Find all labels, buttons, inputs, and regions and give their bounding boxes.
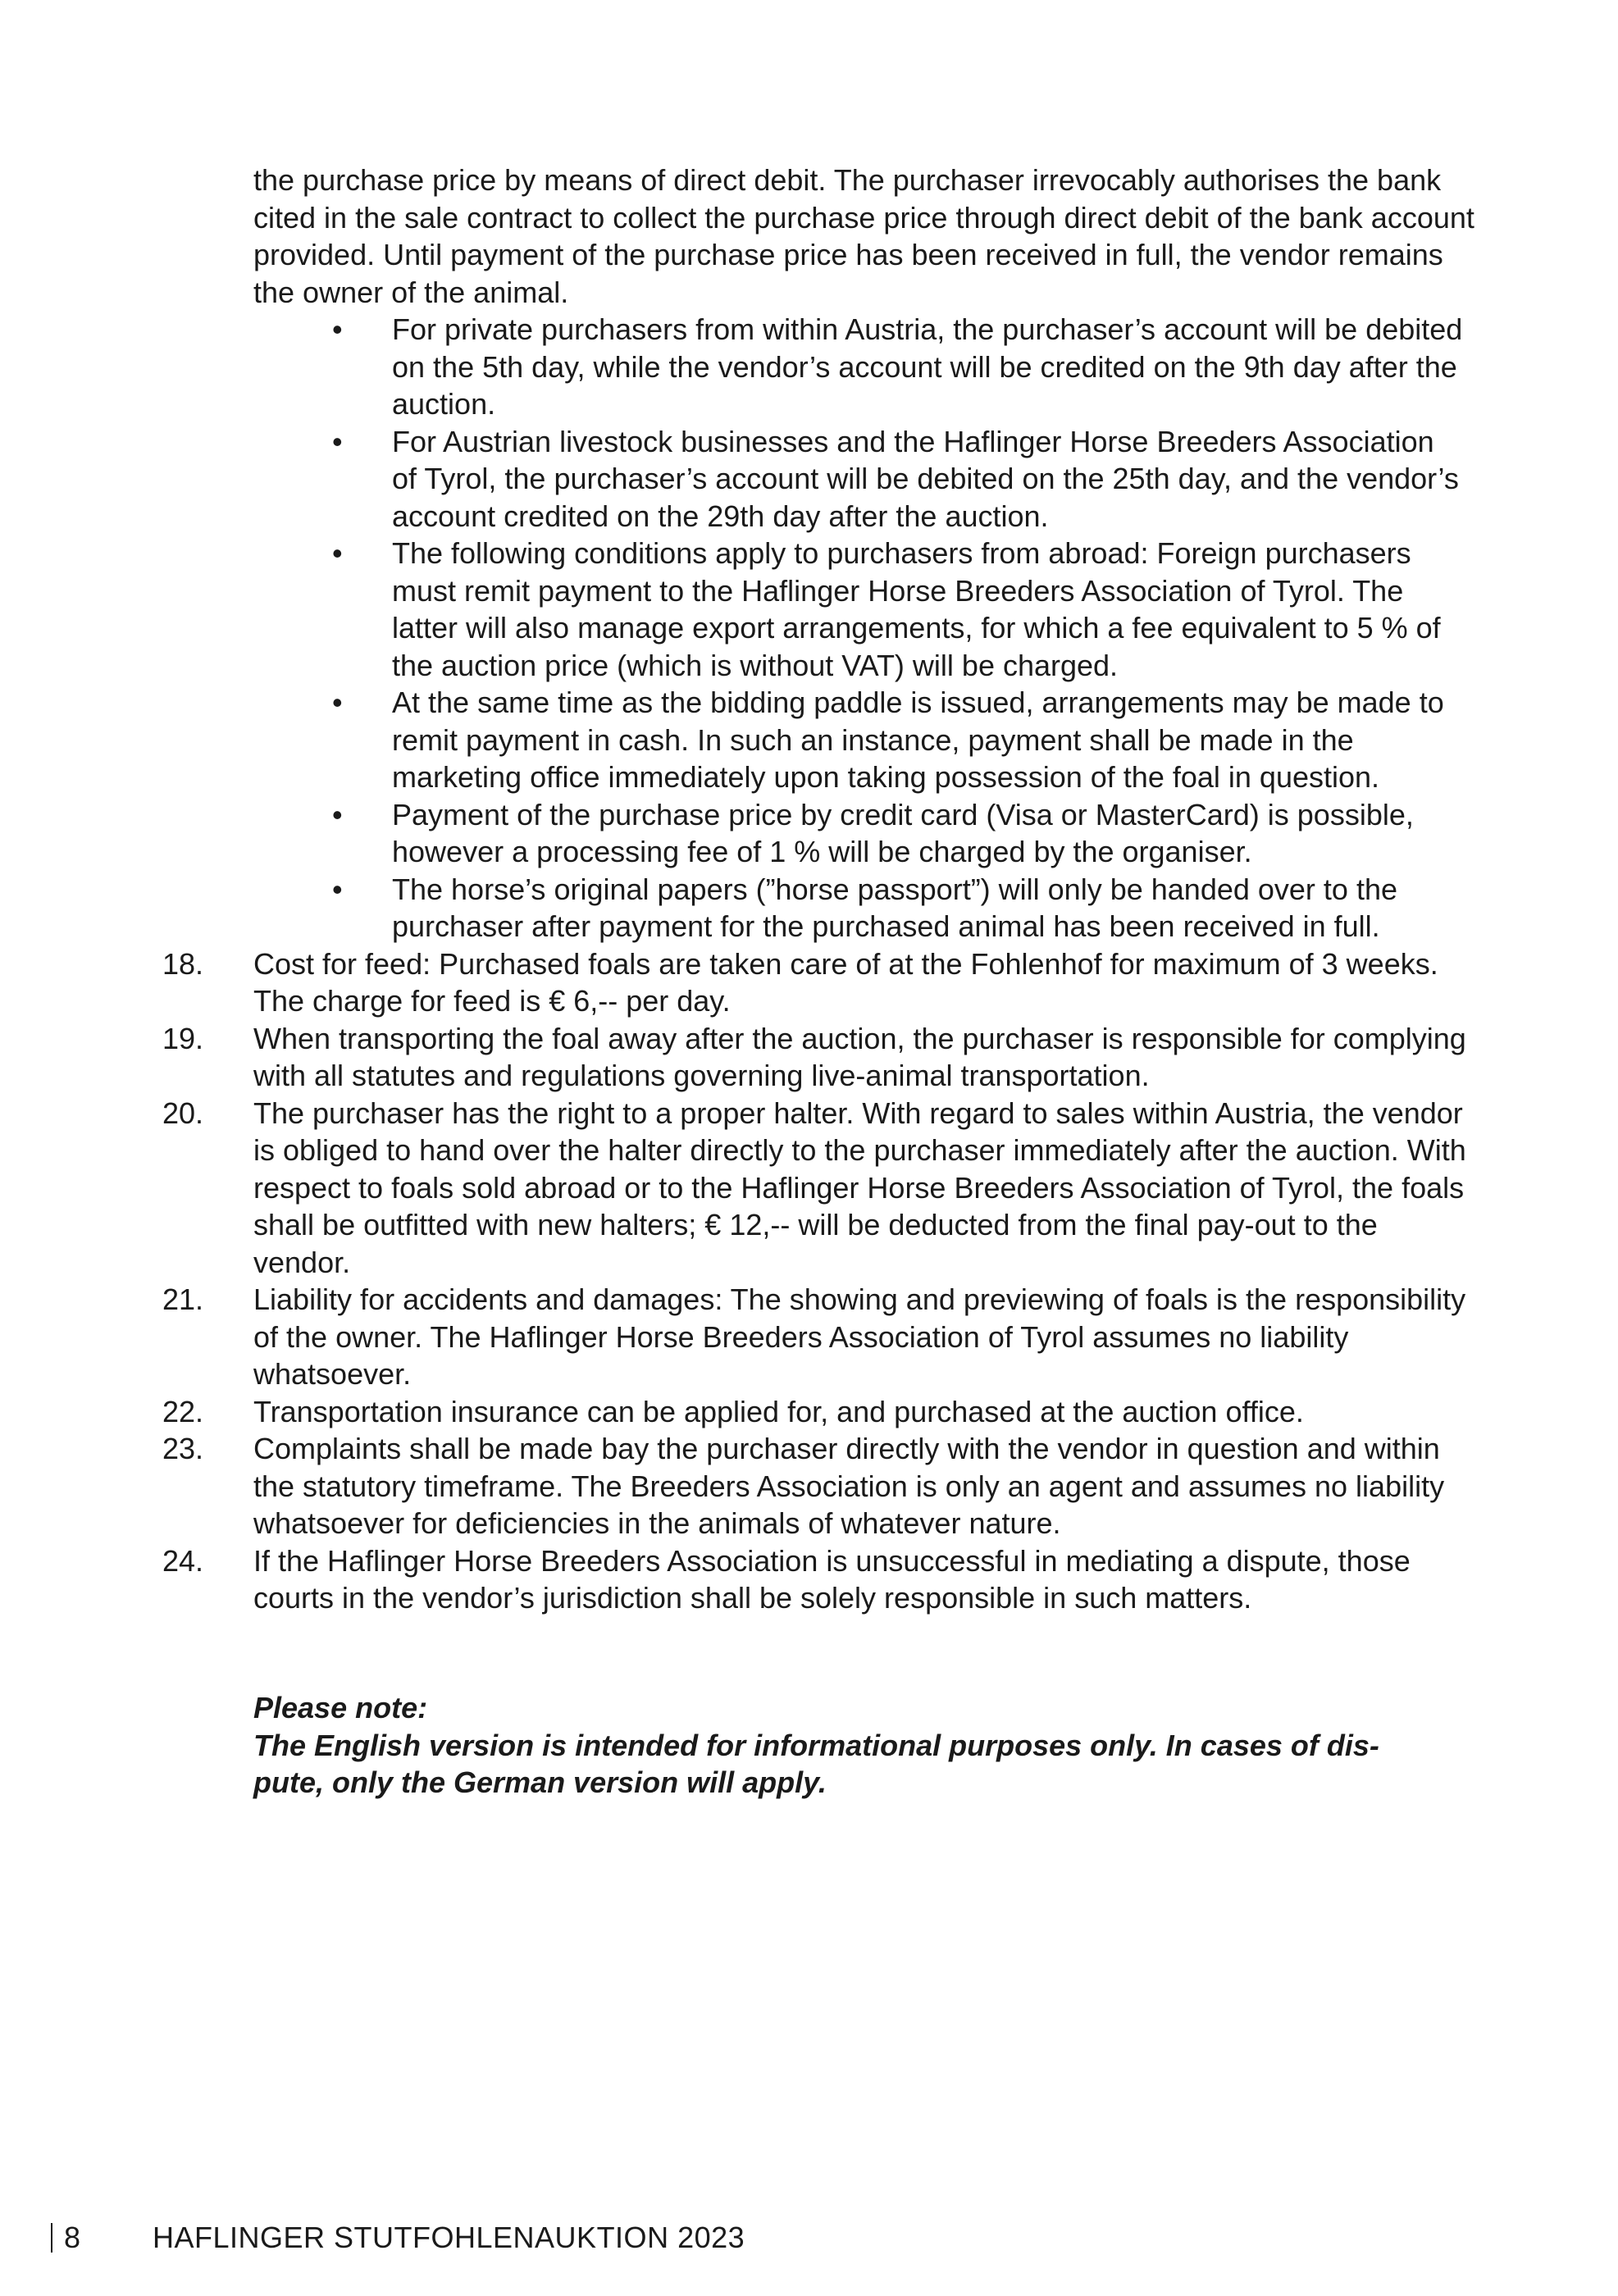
term-item-23 bbox=[162, 1430, 1475, 1542]
term-item-22 bbox=[162, 1393, 1475, 1431]
term-number: 24. bbox=[162, 1543, 204, 1578]
bullet-item bbox=[162, 423, 1466, 535]
bullet-dot: • bbox=[332, 872, 343, 906]
term-text: The purchaser has the right to a proper halter. With regard to sales within Austria, the vendor is obliged to hand over the halter directly to the purchaser immediately after the auction. With respect to foals sold abroad or to the Haflinger Horse Breeders Association of Tyrol, the foals shall be outfitted with new halters; € 12,-- will be deducted from the final pay-out to the vendor. bbox=[253, 1096, 1466, 1279]
term-number: 18. bbox=[162, 946, 204, 981]
bullet-text: Payment of the purchase price by credit card (Visa or MasterCard) is possible, however a processing fee of 1 % will be charged by the organiser. bbox=[392, 797, 1414, 868]
term-item-21 bbox=[162, 1281, 1475, 1393]
term-text: Cost for feed: Purchased foals are taken care of at the Fohlenhof for maximum of 3 weeks. The charge for feed is € 6,-- per day. bbox=[253, 946, 1438, 1018]
bullet-item bbox=[162, 684, 1466, 796]
intro-paragraph: the purchase price by means of direct debit. The purchaser irrevocably authorises the bank cited in the sale contract to collect the purchase price through direct debit of the bank account provided. Until payment of the purchase price has been received in full, the vendor remains the owner of the animal. bbox=[253, 163, 1474, 309]
term-number: 20. bbox=[162, 1096, 204, 1130]
bullet-text: For Austrian livestock businesses and the Haflinger Horse Breeders Association of Tyrol, the purchaser’s account will be debited on the 25th day, and the vendor’s account credited on the 29th day after the auction. bbox=[392, 424, 1459, 533]
term-number: 19. bbox=[162, 1021, 204, 1055]
note-text: The English version is intended for informational purposes only. In cases of dispute, only the German version will apply. bbox=[253, 1728, 1379, 1799]
term-number: 23. bbox=[162, 1432, 204, 1465]
term-item-20 bbox=[162, 1095, 1475, 1282]
term-item-24 bbox=[162, 1542, 1475, 1617]
language-note bbox=[253, 1689, 1434, 1802]
bullet-dot: • bbox=[332, 312, 343, 346]
bullet-item bbox=[162, 871, 1466, 945]
page-footer bbox=[51, 2219, 745, 2257]
payment-bullet-list bbox=[162, 311, 1474, 945]
numbered-terms-list bbox=[162, 945, 1474, 1617]
bullet-text: The following conditions apply to purchasers from abroad: Foreign purchasers must remit payment to the Haflinger Horse Breeders Association of Tyrol. The latter will also manage export arrangements, for which a fee equivalent to 5 % of the auction price (which is without VAT) will be charged. bbox=[392, 536, 1441, 682]
term-text: If the Haflinger Horse Breeders Association is unsuccessful in mediating a dispute, those courts in the vendor’s jurisdiction shall be solely responsible in such matters. bbox=[253, 1543, 1411, 1615]
bullet-item bbox=[162, 535, 1466, 684]
bullet-dot: • bbox=[332, 686, 343, 719]
bullet-item bbox=[162, 796, 1466, 871]
bullet-text: At the same time as the bidding paddle is issued, arrangements may be made to remit payment in cash. In such an instance, payment shall be made in the marketing office immediately upon taking possession of the foal in question. bbox=[392, 686, 1444, 794]
bullet-text: For private purchasers from within Austria, the purchaser’s account will be debited on the 5th day, while the vendor’s account will be credited on the 9th day after the auction. bbox=[392, 312, 1463, 421]
term-number: 22. bbox=[162, 1394, 204, 1428]
term-text: Transportation insurance can be applied for, and purchased at the auction office. bbox=[253, 1394, 1304, 1428]
footer-title: HAFLINGER STUTFOHLENAUKTION 2023 bbox=[153, 2221, 745, 2254]
term-text: When transporting the foal away after the auction, the purchaser is responsible for complying with all statutes and regulations governing live-animal transportation. bbox=[253, 1021, 1466, 1092]
footer-divider bbox=[51, 2223, 52, 2253]
bullet-dot: • bbox=[332, 797, 343, 831]
bullet-dot: • bbox=[332, 424, 343, 458]
bullet-text: The horse’s original papers (”horse passport”) will only be handed over to the purchaser after payment for the purchased animal has been received in full. bbox=[392, 872, 1397, 943]
term-item-18 bbox=[162, 945, 1475, 1020]
term-item-19 bbox=[162, 1020, 1475, 1095]
term-text: Liability for accidents and damages: The showing and previewing of foals is the responsibility of the owner. The Haflinger Horse Breeders Association of Tyrol assumes no liability whatsoever. bbox=[253, 1282, 1466, 1391]
bullet-dot: • bbox=[332, 536, 343, 570]
terms-body bbox=[162, 162, 1474, 1617]
bullet-item bbox=[162, 311, 1466, 423]
note-heading: Please note: bbox=[253, 1691, 428, 1724]
page-number: 8 bbox=[64, 2221, 81, 2254]
term-text: Complaints shall be made bay the purchaser directly with the vendor in question and within the statutory timeframe. The Breeders Association is only an agent and assumes no liability whatsoever for deficiencies in the animals of whatever nature. bbox=[253, 1432, 1445, 1540]
term-number: 21. bbox=[162, 1282, 204, 1316]
